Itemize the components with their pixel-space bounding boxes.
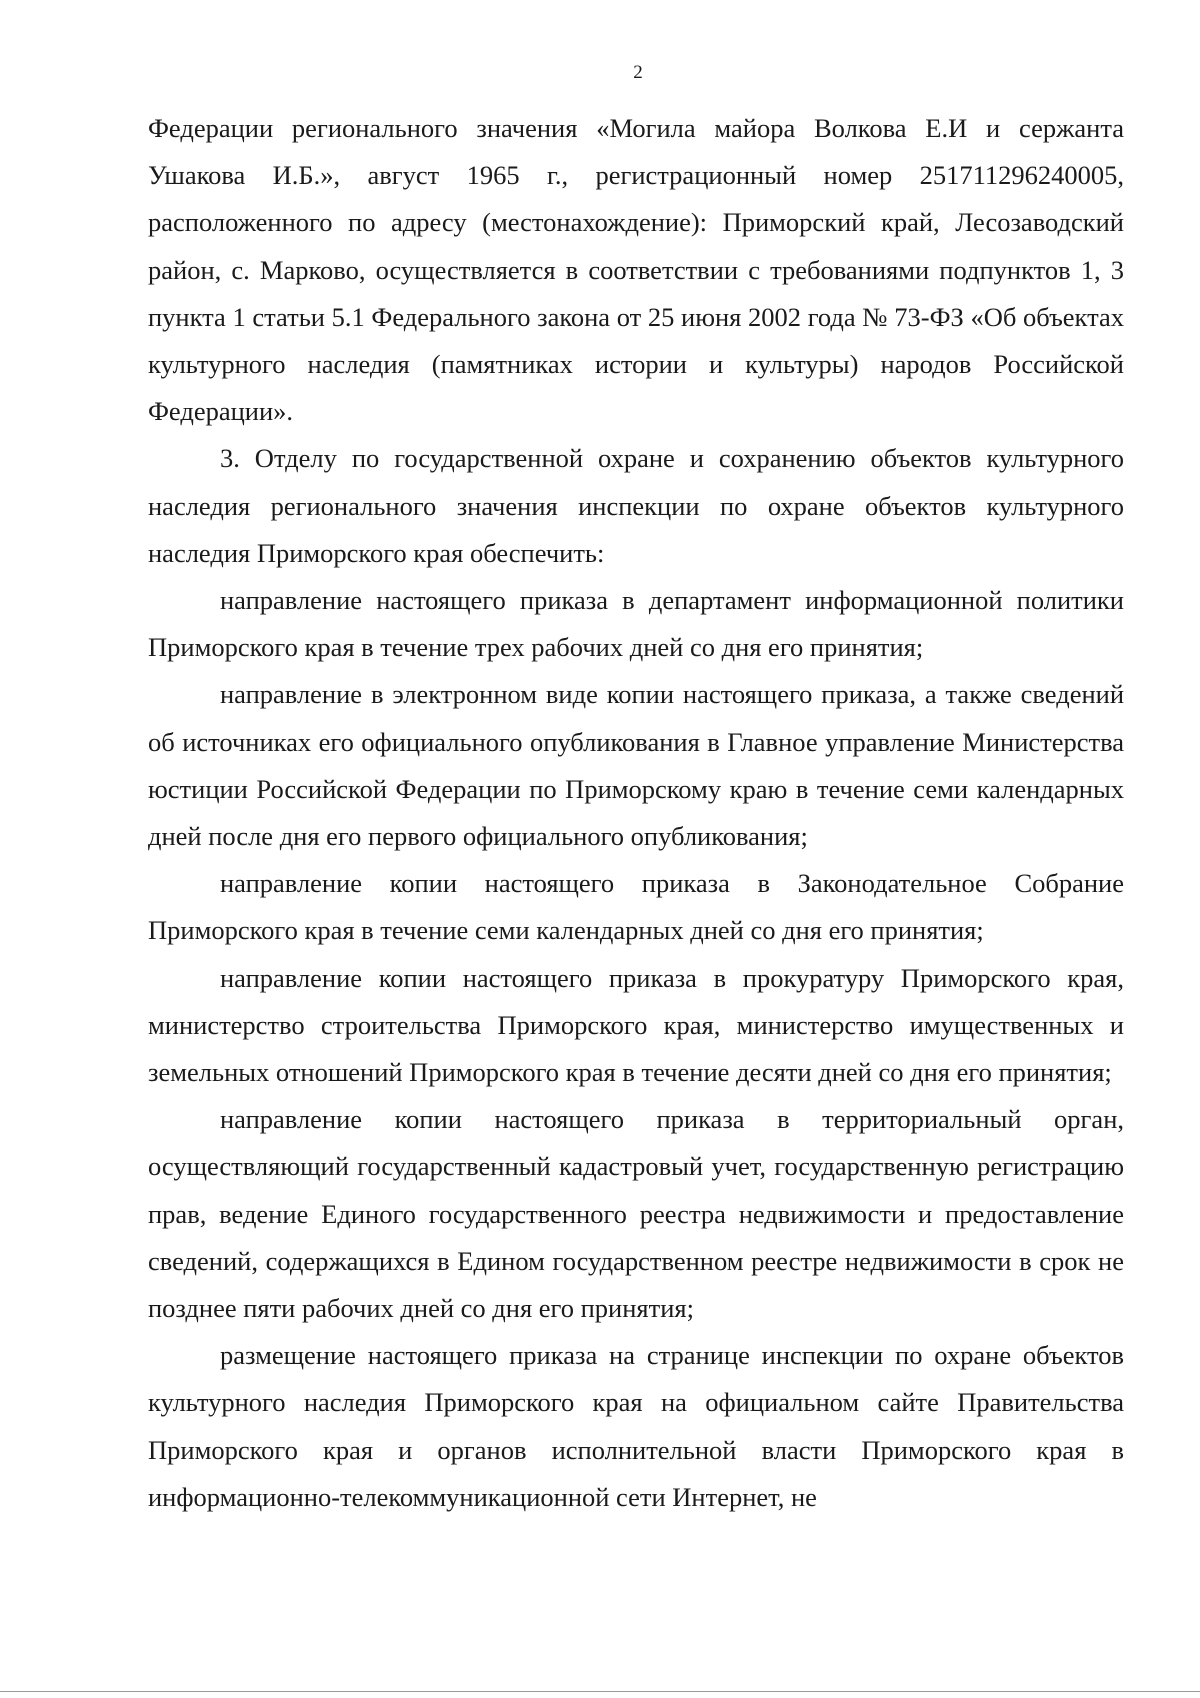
paragraph-info-policy: направление настоящего приказа в департамент информационной политики Приморского края в течение трех рабочих дней со дня его принятия; bbox=[148, 585, 1124, 663]
paragraph-prosecutor: направление копии настоящего приказа в прокуратуру Приморского края, министерство строительства Приморского края, министерство имущественных и земельных отношений Приморского края в течение десяти дней со дня его принятия; bbox=[148, 962, 1124, 1088]
paragraph-ministry-justice: направление в электронном виде копии настоящего приказа, а также сведений об источниках его официального опубликования в Главное управление Министерства юстиции Российской Федерации по Приморскому краю в течение семи календарных дней после дня его первого официального опубликования; bbox=[148, 679, 1124, 852]
page-number: 2 bbox=[633, 62, 643, 83]
paragraph-website: размещение настоящего приказа на странице инспекции по охране объектов культурного наследия Приморского края на официальном сайте Правительства Приморского края и органов исполнительной власти Приморского края в информационно-телекоммуникационной сети Интернет, не bbox=[148, 1340, 1124, 1512]
paragraph-cadastral: направление копии настоящего приказа в территориальный орган, осуществляющий государственный кадастровый учет, государственную регистрацию прав, ведение Единого государственного реестра недвижимости и предоставление сведений, содержащихся в Едином государственном реестре недвижимости в срок не позднее пяти рабочих дней со дня его принятия; bbox=[148, 1104, 1124, 1324]
page-bottom-edge bbox=[0, 1691, 1200, 1692]
paragraph-legislative-assembly: направление копии настоящего приказа в Законодательное Собрание Приморского края в течение семи календарных дней со дня его принятия; bbox=[148, 868, 1124, 946]
paragraph-continuation: Федерации регионального значения «Могила майора Волкова Е.И и сержанта Ушакова И.Б.», август 1965 г., регистрационный номер 251711296240005, расположенного по адресу (местонахождение): Приморский край, Лесозаводский район, с. Марково, осуществляется в соответствии с требованиями подпунктов 1, 3 пункта 1 статьи 5.1 Федерального закона от 25 июня 2002 года № 73-ФЗ «Об объектах культурного наследия (памятниках истории и культуры) народов Российской Федерации». bbox=[148, 113, 1124, 427]
document-body bbox=[148, 105, 1124, 1521]
paragraph-item-3: 3. Отделу по государственной охране и сохранению объектов культурного наследия регионального значения инспекции по охране объектов культурного наследия Приморского края обеспечить: bbox=[148, 443, 1124, 568]
